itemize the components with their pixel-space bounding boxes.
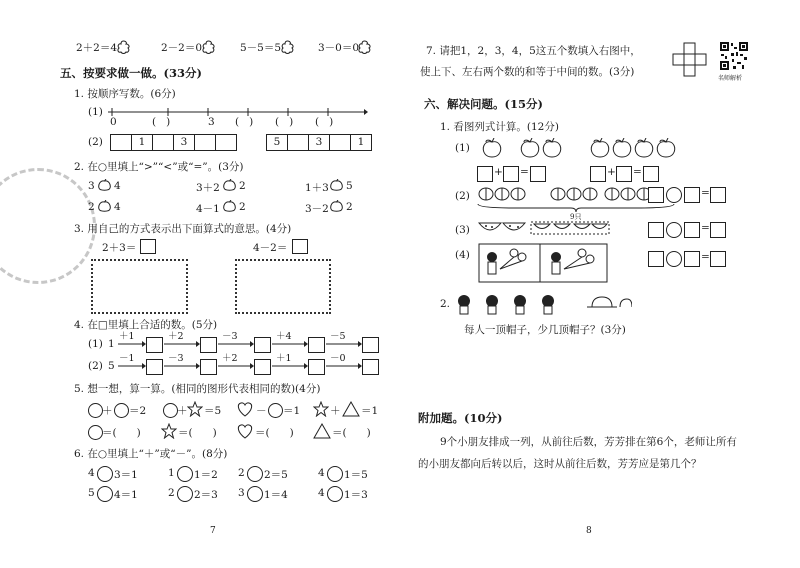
sign-item: 1＝3	[344, 489, 368, 501]
q5-op: ＝1	[361, 405, 379, 417]
qr-caption: 名师解析	[718, 75, 743, 82]
op-label: ＋1	[276, 353, 292, 364]
q1-row2-label: (2)	[88, 136, 103, 148]
page-number: 7	[210, 526, 216, 536]
sign-item: 2	[168, 487, 175, 499]
top-eq-2: 2－2＝0	[161, 42, 203, 54]
compare-item: 2	[88, 201, 95, 213]
circle-shape-icon	[114, 403, 129, 418]
page-number: 8	[586, 526, 592, 536]
p1-label-1: (1)	[455, 142, 470, 154]
q1-paren: ( )	[235, 116, 254, 128]
equals-sign: =	[701, 187, 710, 199]
sign-item: 4＝1	[114, 489, 138, 501]
sign-circle[interactable]	[97, 466, 113, 482]
answer-box[interactable]	[648, 251, 664, 267]
answer-box[interactable]	[503, 166, 519, 182]
triangle-shape-icon	[313, 423, 331, 439]
peach-icon	[632, 138, 656, 160]
brace-caption: 9只	[570, 213, 582, 221]
p1-label-3: (3)	[455, 224, 470, 236]
q4-row2-label: (2)	[88, 360, 103, 372]
answer-box[interactable]	[362, 359, 379, 375]
q5-ans: ＝( )	[332, 427, 371, 439]
answer-box[interactable]	[590, 166, 606, 182]
sign-item: 2＝5	[264, 469, 288, 481]
plus-sign: +	[494, 166, 503, 178]
answer-box[interactable]	[362, 337, 379, 353]
p1-title: 1. 看图列式计算。(12分)	[440, 121, 559, 133]
circle-shape-icon	[88, 425, 103, 440]
sign-item: 5	[88, 487, 95, 499]
star-shape-icon	[313, 401, 329, 417]
op-label: ＋4	[276, 331, 292, 342]
sequence-cell[interactable]	[195, 134, 216, 151]
sequence-cell[interactable]: 1	[132, 134, 153, 151]
sequence-cell[interactable]: 3	[309, 134, 330, 151]
compare-item: 3	[88, 180, 95, 192]
sequence-cell[interactable]: 3	[174, 134, 195, 151]
sign-circle[interactable]	[177, 466, 193, 482]
peach-icon	[588, 138, 612, 160]
compare-item: 4	[114, 180, 121, 192]
answer-box[interactable]	[292, 239, 308, 254]
equals-sign: =	[633, 166, 642, 178]
p1-label-2: (2)	[455, 190, 470, 202]
q5-title: 5. 想一想，算一算。(相同的图形代表相同的数)(4分)	[74, 383, 321, 395]
sequence-cell[interactable]	[153, 134, 174, 151]
flower-blank-icon[interactable]	[280, 40, 295, 54]
q4-row1-label: (1)	[88, 338, 103, 350]
equals-sign: =	[701, 251, 710, 263]
sequence-cell[interactable]	[288, 134, 309, 151]
q1-row1-label: (1)	[88, 106, 103, 118]
peach-blank-icon[interactable]	[329, 179, 344, 193]
bonus-title: 附加题。(10分)	[418, 411, 503, 425]
bug-group-icon	[550, 186, 660, 202]
balloon-girls-picture	[478, 243, 608, 283]
answer-box[interactable]	[648, 187, 664, 203]
melon-slices-icon	[530, 221, 610, 237]
p2-text: 每人一顶帽子，少几顶帽子？(3分)	[464, 324, 626, 336]
answer-box[interactable]	[308, 359, 325, 375]
q1-three: 3	[208, 116, 215, 128]
triangle-shape-icon	[342, 401, 360, 417]
answer-box[interactable]	[643, 166, 659, 182]
top-eq-4: 3－0＝0	[318, 42, 360, 54]
answer-box[interactable]	[146, 337, 163, 353]
q1-zero: 0	[110, 116, 117, 128]
sign-item: 1＝4	[264, 489, 288, 501]
section6-title: 六、解决问题。(15分)	[424, 97, 543, 111]
top-eq-3: 5－5＝5	[240, 42, 282, 54]
peach-blank-icon[interactable]	[222, 179, 237, 193]
plus-sign: +	[607, 166, 616, 178]
sign-item: 1	[168, 467, 175, 479]
op-label: －1	[119, 353, 135, 364]
q4-row1-start: 1	[108, 338, 115, 350]
answer-box[interactable]	[140, 239, 156, 254]
q1-paren: ( )	[315, 116, 334, 128]
peach-blank-icon[interactable]	[97, 200, 112, 214]
q3-eq2: 4－2＝	[253, 242, 288, 254]
q1-title: 1. 按顺序写数。(6分)	[74, 88, 176, 100]
peach-blank-icon[interactable]	[97, 179, 112, 193]
sign-circle[interactable]	[247, 466, 263, 482]
peach-blank-icon[interactable]	[329, 200, 344, 214]
q3-eq1: 2＋3＝	[102, 242, 137, 254]
answer-box[interactable]	[710, 187, 726, 203]
peach-icon	[610, 138, 634, 160]
op-label: ＋1	[119, 331, 135, 342]
q1-paren: ( )	[152, 116, 171, 128]
answer-box[interactable]	[200, 337, 217, 353]
answer-box[interactable]	[684, 222, 700, 238]
answer-box[interactable]	[684, 251, 700, 267]
sign-item: 4	[88, 467, 95, 479]
q5-op: ＋	[177, 405, 188, 417]
op-label: －3	[168, 353, 184, 364]
sign-circle[interactable]	[97, 486, 113, 502]
melon-slices-icon	[478, 221, 528, 237]
q5-op: ＋	[330, 405, 341, 417]
answer-box[interactable]	[477, 166, 493, 182]
answer-box[interactable]	[684, 187, 700, 203]
sign-item: 2＝3	[194, 489, 218, 501]
heart-shape-icon	[236, 423, 254, 439]
answer-box[interactable]	[710, 222, 726, 238]
sign-circle[interactable]	[666, 187, 682, 203]
compare-item: 2	[239, 180, 246, 192]
star-shape-icon	[161, 423, 177, 439]
answer-box[interactable]	[146, 359, 163, 375]
sequence-cell[interactable]	[330, 134, 351, 151]
q5-op: ＝1	[283, 405, 301, 417]
sign-item: 4	[318, 467, 325, 479]
q5-op: ＋	[102, 405, 113, 417]
op-label: －0	[330, 353, 346, 364]
peach-icon	[654, 138, 678, 160]
drawing-area[interactable]	[91, 259, 188, 314]
answer-box[interactable]	[530, 166, 546, 182]
flower-blank-icon[interactable]	[201, 40, 216, 54]
op-label: ＋2	[222, 353, 238, 364]
answer-box[interactable]	[648, 222, 664, 238]
peach-icon	[518, 138, 542, 160]
answer-box[interactable]	[200, 359, 217, 375]
heart-shape-icon	[236, 401, 254, 417]
q5-op: －	[256, 405, 267, 417]
sign-item: 4	[318, 487, 325, 499]
q5-op: ＝5	[204, 405, 222, 417]
sign-item: 3	[238, 487, 245, 499]
op-label: －5	[330, 331, 346, 342]
flower-blank-icon[interactable]	[116, 40, 131, 54]
q4-row2-start: 5	[108, 360, 115, 372]
compare-item: 5	[346, 180, 353, 192]
answer-box[interactable]	[710, 251, 726, 267]
compare-item: 3＋2	[196, 182, 220, 194]
sign-circle[interactable]	[327, 466, 343, 482]
children-hats-picture	[452, 293, 632, 315]
answer-box[interactable]	[254, 337, 271, 353]
q5-ans: ＝( )	[255, 427, 294, 439]
qr-code-icon[interactable]	[719, 41, 749, 71]
p2-label: 2.	[440, 298, 451, 310]
compare-item: 4－1	[196, 203, 220, 215]
q2-title: 2. 在○里填上“>”“<”或“=”。(3分)	[74, 161, 244, 173]
flower-blank-icon[interactable]	[357, 40, 372, 54]
q4-title: 4. 在□里填上合适的数。(5分)	[74, 319, 218, 331]
circle-shape-icon	[268, 403, 283, 418]
answer-box[interactable]	[616, 166, 632, 182]
section5-title: 五、按要求做一做。(33分)	[60, 66, 202, 80]
compare-item: 2	[239, 201, 246, 213]
sequence-cells-b	[266, 134, 372, 151]
answer-box[interactable]	[254, 359, 271, 375]
compare-item: 4	[114, 201, 121, 213]
compare-item: 1＋3	[305, 182, 329, 194]
sign-circle[interactable]	[247, 486, 263, 502]
op-label: －3	[222, 331, 238, 342]
peach-icon	[480, 138, 504, 160]
q5-op: ＝2	[129, 405, 147, 417]
sequence-cell[interactable]: 1	[351, 134, 372, 151]
bonus-line2: 的小朋友都向后转以后，这时从前往后数，芳芳应是第几个？	[418, 458, 702, 470]
circle-shape-icon	[163, 403, 178, 418]
q3-title: 3. 用自己的方式表示出下面算式的意思。(4分)	[74, 223, 292, 235]
op-label: ＋2	[168, 331, 184, 342]
q1-paren: ( )	[275, 116, 294, 128]
sign-circle[interactable]	[327, 486, 343, 502]
q5-ans: ＝( )	[178, 427, 217, 439]
sign-circle[interactable]	[666, 251, 682, 267]
compare-item: 2	[346, 201, 353, 213]
q5-ans: ＝( )	[102, 427, 141, 439]
sign-item: 1＝5	[344, 469, 368, 481]
q7-line1: 7. 请把1，2，3，4，5这五个数填入右图中，	[426, 45, 641, 57]
drawing-area[interactable]	[235, 259, 331, 314]
bug-group-icon	[478, 186, 528, 202]
sign-item: 2	[238, 467, 245, 479]
p1-label-4: (4)	[455, 249, 470, 261]
cross-grid-diagram[interactable]	[672, 42, 708, 78]
equals-sign: =	[520, 166, 529, 178]
sign-item: 3＝1	[114, 469, 138, 481]
q7-line2: 使上下、左右两个数的和等于中间的数。(3分)	[420, 66, 635, 78]
sign-circle[interactable]	[666, 222, 682, 238]
sign-circle[interactable]	[177, 486, 193, 502]
top-eq-1: 2＋2＝4	[76, 42, 118, 54]
equals-sign: =	[701, 222, 710, 234]
peach-blank-icon[interactable]	[222, 200, 237, 214]
sequence-cell[interactable]	[110, 134, 132, 151]
circle-shape-icon	[88, 403, 103, 418]
sequence-cell[interactable]	[216, 134, 237, 151]
answer-box[interactable]	[308, 337, 325, 353]
sequence-cell[interactable]: 5	[266, 134, 288, 151]
sign-item: 1＝2	[194, 469, 218, 481]
bonus-line1: 9个小朋友排成一列，从前往后数，芳芳排在第6个，老师让所有	[440, 436, 737, 448]
compare-item: 3－2	[305, 203, 329, 215]
peach-icon	[540, 138, 564, 160]
q6-title: 6. 在○里填上“＋”或“－”。(8分)	[74, 448, 228, 460]
right-page	[400, 0, 800, 568]
sequence-cells-a	[110, 134, 237, 151]
star-shape-icon	[187, 401, 203, 417]
